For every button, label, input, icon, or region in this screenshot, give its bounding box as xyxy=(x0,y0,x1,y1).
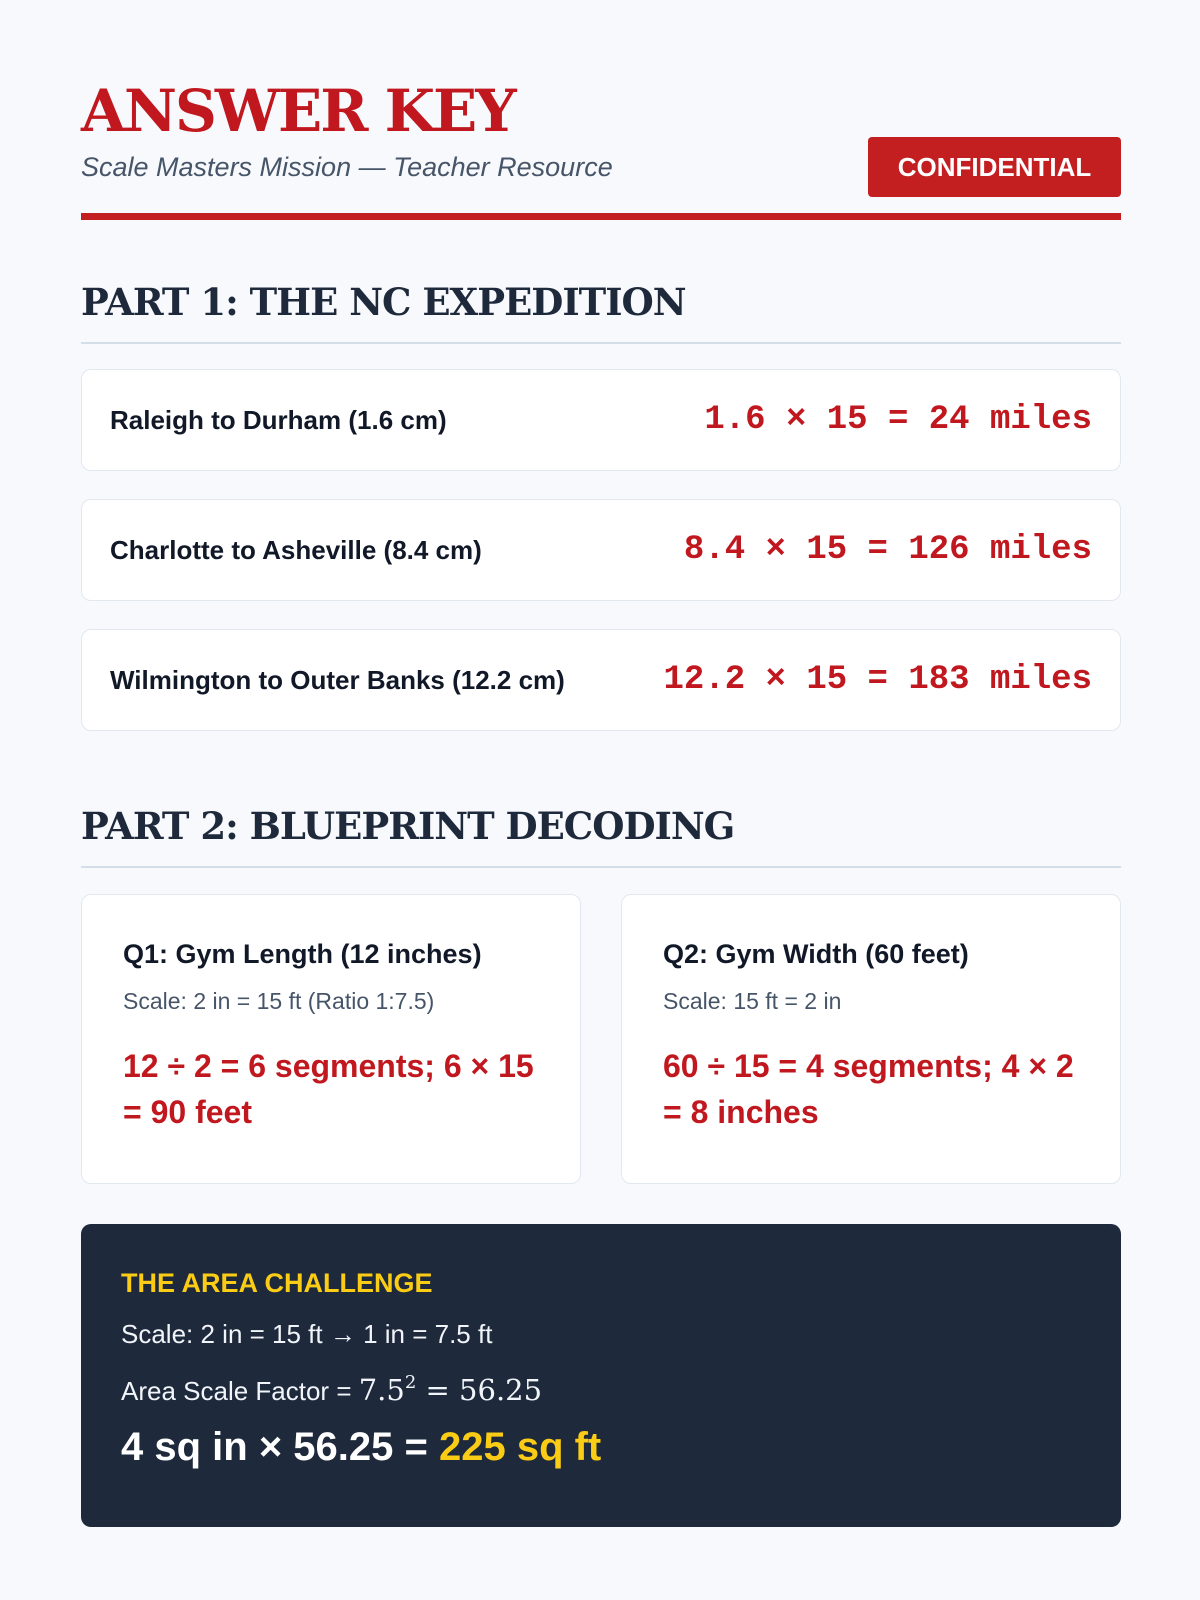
area-title: THE AREA CHALLENGE xyxy=(121,1268,433,1298)
card-answer: 12 ÷ 2 = 6 segments; 6 × 15 = 90 feet xyxy=(123,1048,534,1130)
area-factor-label: Area Scale Factor = xyxy=(121,1376,359,1406)
area-result-value: 225 sq ft xyxy=(438,1425,602,1469)
part2-heading: PART 2: BLUEPRINT DECODING xyxy=(81,804,1121,868)
page-subtitle: Scale Masters Mission — Teacher Resource xyxy=(81,152,613,182)
card-title: Q2: Gym Width (60 feet) xyxy=(663,939,969,969)
factor-base: 7.5 xyxy=(358,1373,405,1407)
row-answer: 8.4 × 15 = 126 miles xyxy=(683,531,1092,569)
area-result-prefix: 4 sq in × 56.25 = xyxy=(121,1425,439,1469)
area-result xyxy=(121,1425,1081,1470)
expedition-row xyxy=(81,499,1121,601)
card-title: Q1: Gym Length (12 inches) xyxy=(123,939,482,969)
confidential-badge: CONFIDENTIAL xyxy=(868,137,1121,197)
row-answer: 1.6 × 15 = 24 miles xyxy=(704,401,1092,439)
card-answer: 60 ÷ 15 = 4 segments; 4 × 2 = 8 inches xyxy=(663,1048,1074,1130)
answer-key-page xyxy=(81,0,1121,1469)
row-label: Wilmington to Outer Banks (12.2 cm) xyxy=(110,664,565,695)
area-scale-factor xyxy=(121,1372,1081,1407)
blueprint-card-q2 xyxy=(621,894,1121,1184)
factor-exponent: 2 xyxy=(404,1372,417,1393)
area-scale: Scale: 2 in = 15 ft → 1 in = 7.5 ft xyxy=(121,1319,493,1349)
part1-heading: PART 1: THE NC EXPEDITION xyxy=(81,280,1121,344)
row-answer: 12.2 × 15 = 183 miles xyxy=(663,661,1092,699)
card-scale: Scale: 15 ft = 2 in xyxy=(663,988,842,1014)
area-challenge-panel xyxy=(81,1224,1121,1527)
page-title: ANSWER KEY xyxy=(81,77,515,145)
expedition-row xyxy=(81,369,1121,471)
header xyxy=(81,0,1121,222)
factor-result: = 56.25 xyxy=(416,1373,543,1407)
row-label: Charlotte to Asheville (8.4 cm) xyxy=(110,534,482,565)
header-divider xyxy=(81,213,1121,220)
area-factor-formula xyxy=(359,1373,542,1407)
blueprint-card-q1 xyxy=(81,894,581,1184)
card-scale: Scale: 2 in = 15 ft (Ratio 1:7.5) xyxy=(123,988,435,1014)
expedition-row xyxy=(81,629,1121,731)
row-label: Raleigh to Durham (1.6 cm) xyxy=(110,404,447,435)
